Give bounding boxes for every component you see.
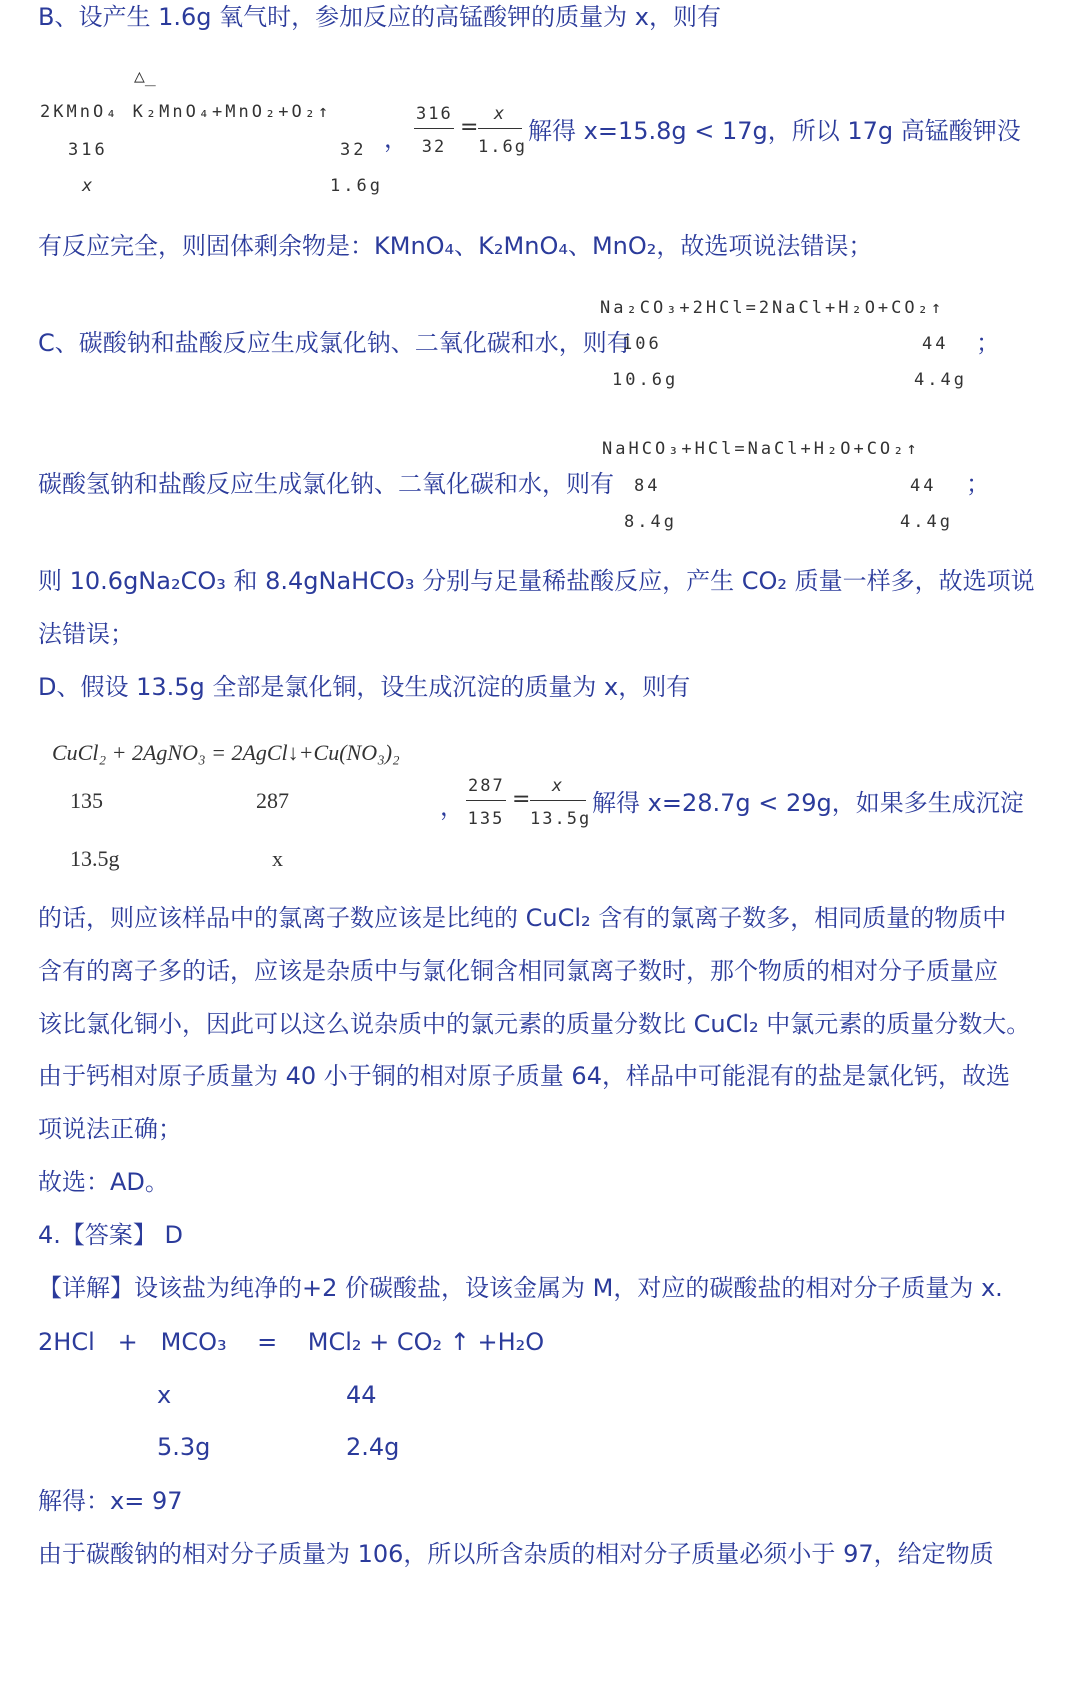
fraction-x-13-5g — [530, 776, 592, 829]
cucl2-mass-135: 135 — [70, 788, 103, 813]
co2-mass-4-4g: 4.4g — [914, 370, 967, 390]
question-4-answer: 4.【答案】 D — [38, 1221, 184, 1249]
question-4-detail: 【详解】设该盐为纯净的+2 价碳酸盐，设该金属为 M，对应的碳酸盐的相对分子质量为 x. — [38, 1274, 1003, 1302]
section-d-intro: D、假设 13.5g 全部是氯化铜，设生成沉淀的质量为 x，则有 — [38, 673, 691, 701]
denominator: 1.6g — [478, 137, 527, 157]
equals-sign: = — [512, 787, 531, 812]
section-b-result: 解得 x=15.8g < 17g，所以 17g 高锰酸钾没 — [528, 117, 1021, 145]
fraction-316-32 — [414, 104, 454, 157]
na2co3-mass-106: 106 — [622, 334, 662, 354]
co2-mass-44: 44 — [910, 476, 937, 496]
agcl-mass-287: 287 — [256, 788, 289, 813]
mco3-mass-5-3g: 5.3g — [157, 1433, 211, 1461]
section-c-line1: C、碳酸钠和盐酸反应生成氯化钠、二氧化碳和水，则有 — [38, 329, 631, 357]
semicolon: ； — [976, 329, 1000, 357]
cucl2-mass-13-5g: 13.5g — [70, 846, 120, 871]
section-d-paragraph-5: 项说法正确； — [38, 1115, 182, 1143]
nahco3-mass-84: 84 — [634, 476, 661, 496]
numerator: 287 — [466, 776, 506, 801]
denominator: 135 — [467, 809, 505, 829]
na2co3-equation: Na₂CO₃+2HCl=2NaCl+H₂O+CO₂↑ — [600, 298, 945, 318]
co2-mass-4-4g: 4.4g — [900, 512, 953, 532]
numerator: 316 — [414, 104, 454, 129]
nahco3-mass-8-4g: 8.4g — [624, 512, 677, 532]
denominator: 13.5g — [530, 809, 592, 829]
section-d-paragraph-2: 含有的离子多的话，应该是杂质中与氯化铜含相同氯离子数时，那个物质的相对分子质量应 — [38, 957, 998, 985]
numerator: x — [478, 104, 522, 129]
mco3-equation: 2HCl + MCO₃ = MCl₂ + CO₂ ↑ +H₂O — [38, 1328, 545, 1356]
comma: ， — [440, 793, 464, 821]
semicolon: ； — [966, 470, 990, 498]
section-b-conclusion: 有反应完全，则固体剩余物是：KMnO₄、K₂MnO₄、MnO₂，故选项说法错误； — [38, 232, 873, 260]
kmno4-mass-x: x — [82, 176, 96, 196]
heating-symbol: △̲ — [134, 66, 159, 87]
section-d-paragraph-4: 由于钙相对原子质量为 40 小于铜的相对原子质量 64，样品中可能混有的盐是氯化钙，故选 — [38, 1062, 1010, 1090]
co2-mass-44: 44 — [346, 1381, 377, 1409]
fraction-287-135 — [466, 776, 506, 829]
cucl2-equation: CuCl₂ + 2AgNO₃ = 2AgCl↓+Cu(NO₃)₂ — [52, 740, 400, 765]
co2-mass-44: 44 — [922, 334, 949, 354]
o2-mass-32: 32 — [340, 140, 367, 160]
comma: ， — [384, 125, 408, 153]
mco3-mass-x: x — [157, 1381, 172, 1409]
equals-sign: = — [460, 115, 479, 140]
question-4-solve: 解得：x= 97 — [38, 1487, 183, 1515]
section-c-conclusion-1: 则 10.6gNa₂CO₃ 和 8.4gNaHCO₃ 分别与足量稀盐酸反应，产生 CO₂ 质量一样多，故选项说 — [38, 567, 1035, 595]
nahco3-equation: NaHCO₃+HCl=NaCl+H₂O+CO₂↑ — [602, 439, 920, 459]
co2-mass-2-4g: 2.4g — [346, 1433, 400, 1461]
denominator: 32 — [421, 137, 447, 157]
section-c-line2: 碳酸氢钠和盐酸反应生成氯化钠、二氧化碳和水，则有 — [38, 470, 614, 498]
section-c-conclusion-2: 法错误； — [38, 620, 134, 648]
section-d-paragraph-3: 该比氯化铜小，因此可以这么说杂质中的氯元素的质量分数比 CuCl₂ 中氯元素的质量分数大。 — [38, 1010, 1031, 1038]
section-d-paragraph-1: 的话，则应该样品中的氯离子数应该是比纯的 CuCl₂ 含有的氯离子数多，相同质量的物质中 — [38, 904, 1007, 932]
question-4-last-line: 由于碳酸钠的相对分子质量为 106，所以所含杂质的相对分子质量必须小于 97，给定物质 — [38, 1540, 994, 1568]
agcl-mass-x: x — [272, 846, 283, 871]
fraction-x-1-6g — [478, 104, 527, 157]
numerator: x — [530, 776, 586, 801]
o2-mass-1-6g: 1.6g — [330, 176, 383, 196]
na2co3-mass-10-6g: 10.6g — [612, 370, 679, 390]
kmno4-mass-316: 316 — [68, 140, 108, 160]
final-choice: 故选：AD。 — [38, 1168, 169, 1196]
kmno4-equation: 2KMnO₄ K₂MnO₄+MnO₂+O₂↑ — [40, 102, 332, 122]
section-b-intro: B、设产生 1.6g 氧气时，参加反应的高锰酸钾的质量为 x，则有 — [38, 3, 721, 31]
section-d-result: 解得 x=28.7g < 29g，如果多生成沉淀 — [592, 789, 1024, 817]
